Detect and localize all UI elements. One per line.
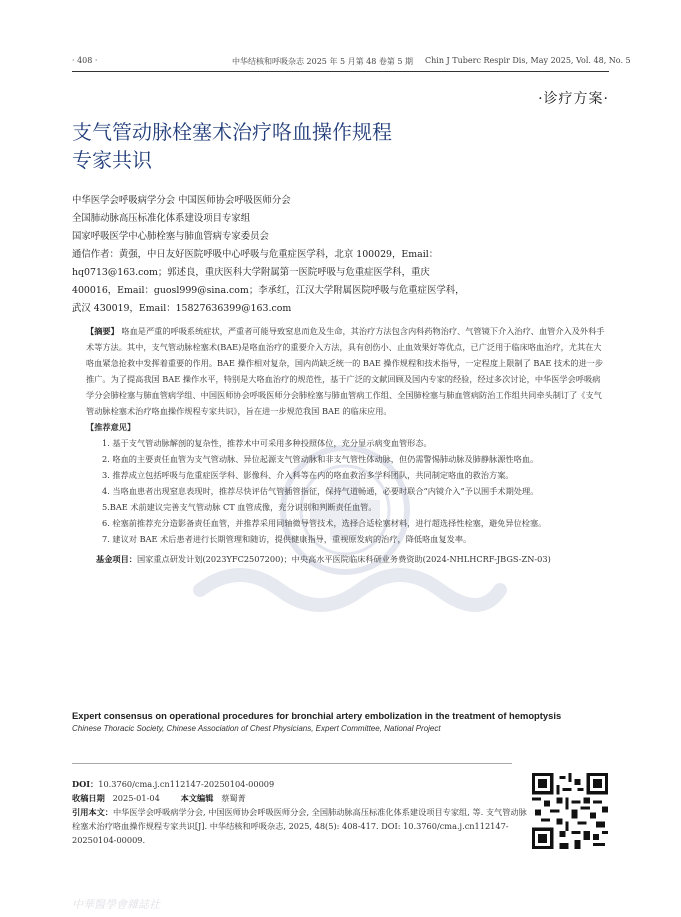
section-label: ·诊疗方案· (538, 91, 609, 107)
title-line: 专家共识 (72, 148, 152, 172)
recommendation-item: 6. 栓塞前推荐充分造影备责任血管，并推荐采用同轴微导管技术，选择合适栓塞材料，进行超选择性栓塞，避免异位栓塞。 (102, 518, 547, 528)
received-date: 2025-01-04 (112, 793, 160, 803)
funding-text: 国家重点研发计划(2023YFC2507200)；中央高水平医院临床科研业务费资助(2024-NHLHCRF-JBGS-ZN-03) (136, 554, 551, 564)
journal-info-cn: 中华结核和呼吸杂志 2025 年 5 月第 48 卷第 5 期 (232, 57, 414, 66)
page-number: · 408 · (72, 56, 98, 65)
abstract-label: 【摘要】 (86, 326, 119, 336)
meta-separator (72, 763, 512, 764)
header-rule (72, 71, 609, 72)
abstract-text: 咯血是严重的呼吸系统症状，严重者可能导致窒息而危及生命，其治疗方法包含内科药物治疗、气管镜下介入治疗、血管介入及外科手术等方法。其中，支气管动脉栓塞术(BAE)是咯血治疗的重要介入方法，具有创伤小、止血效果好等优点，已广泛用于临床咯血治疗，尤其在大咯血紧急抢救中发挥着重要的作用。BAE 操作相对复杂，国内尚缺乏统一的 BAE 操作规程和技术指导，一定程度上限制了 BAE 技术的进一步推广。为了提高我国 BAE 操作水平，特别是大咯血治疗的规范性，基于广泛的文献回顾及国内专家的经验，经过多次讨论，中华医学会呼吸病学分会肺栓塞与肺血管病学组、中国医师协会呼吸医师分会肺栓塞与肺血管病工作组、全国肺栓塞与肺血管病防治工作组共同牵头制订了《支气管动脉栓塞术治疗咯血操作规程专家共识》，旨在进一步规范我国 BAE 的临床应用。 (86, 326, 605, 416)
english-title: Expert consensus on operational procedures for bronchial artery embolization in the treatment of hemoptysis (72, 710, 562, 721)
recommendations-heading: 【推荐意见】 (86, 422, 136, 432)
correspondence-line: 通信作者：黄强，中日友好医院呼吸中心呼吸与危重症医学科，北京 100029，Email： (72, 249, 439, 260)
abstract-block (86, 323, 606, 567)
correspondence-line: 400016，Email：guosl999@sina.com；李承红，江汉大学附属医院呼吸与危重症医学科， (72, 285, 465, 296)
dates-line (72, 791, 527, 805)
recommendation-item: 1. 基于支气管动脉解剖的复杂性，推荐术中可采用多种投照体位，充分显示病变血管形态。 (102, 438, 432, 448)
doi-value[interactable]: 10.3760/cma.j.cn112147-20250104-00009 (98, 779, 275, 789)
author-line: 国家呼吸医学中心肺栓塞与肺血管病专家委员会 (72, 231, 269, 242)
cite-label: 引用本文： (72, 807, 113, 817)
recommendation-item: 5.BAE 术前建议完善支气管动脉 CT 血管成像，充分识别和判断责任血管。 (102, 502, 377, 512)
correspondence-line: 武汉 430019，Email：15827636399@163.com (72, 303, 292, 314)
recommendation-item: 3. 推荐成立包括呼吸与危重症医学科、影像科、介入科等在内的咯血救治多学科团队，共同制定咯血的救治方案。 (102, 470, 514, 480)
author-block (72, 192, 612, 318)
funding-paragraph (86, 551, 606, 567)
received-label: 收稿日期 (72, 793, 105, 803)
author-line: 中华医学会呼吸病学分会 中国医师协会呼吸医师分会 (72, 195, 291, 206)
author-line: 全国肺动脉高压标准化体系建设项目专家组 (72, 213, 251, 224)
doi-label: DOI： (72, 779, 99, 789)
english-authors: Chinese Thoracic Society, Chinese Association of Chest Physicians, Expert Committee, National Project (72, 724, 441, 733)
citation (72, 805, 527, 847)
recommendation-item: 4. 当咯血患者出现窒息表现时，推荐尽快评估气管插管指征，保持气道畅通，必要时联合“内镜介入”予以围手术期处理。 (102, 486, 539, 496)
qr-code-icon[interactable] (532, 773, 608, 849)
editor-name: 蔡蜀菁 (221, 793, 246, 803)
english-block (72, 709, 612, 735)
abstract-paragraph (86, 323, 606, 419)
correspondence-line: hq0713@163.com；郭述良，重庆医科大学附属第一医院呼吸与危重症医学科，重庆 (72, 267, 430, 278)
funding-label: 基金项目： (96, 554, 137, 564)
footer-watermark: 中華醫學會雜誌社 (72, 898, 160, 911)
recommendation-item: 2. 咯血的主要责任血管为支气管动脉、异位起源支气管动脉和非支气管性体动脉，但仍需警惕肺动脉及肺静脉源性咯血。 (102, 454, 539, 464)
recommendation-item: 7. 建议对 BAE 术后患者进行长期管理和随访，提供健康指导，重视原发病的治疗，降低咯血复发率。 (102, 534, 472, 544)
cite-text: 中华医学会呼吸病学分会, 中国医师协会呼吸医师分会, 全国肺动脉高压标准化体系建设项目专家组, 等. 支气管动脉栓塞术治疗咯血操作规程专家共识[J]. 中华结核和呼吸杂志, 2025, 48(5): 408-417. DOI: 10.3760/cma.j.cn112147-20250104-00009. (72, 807, 527, 845)
title-line: 支气管动脉栓塞术治疗咯血操作规程 (72, 120, 392, 144)
doi-line (72, 777, 527, 791)
article-meta (72, 777, 527, 847)
article-title (72, 118, 592, 174)
journal-info-en: Chin J Tuberc Respir Dis, May 2025, Vol. 48, No. 5 (425, 56, 631, 65)
editor-label: 本文编辑 (180, 793, 214, 803)
